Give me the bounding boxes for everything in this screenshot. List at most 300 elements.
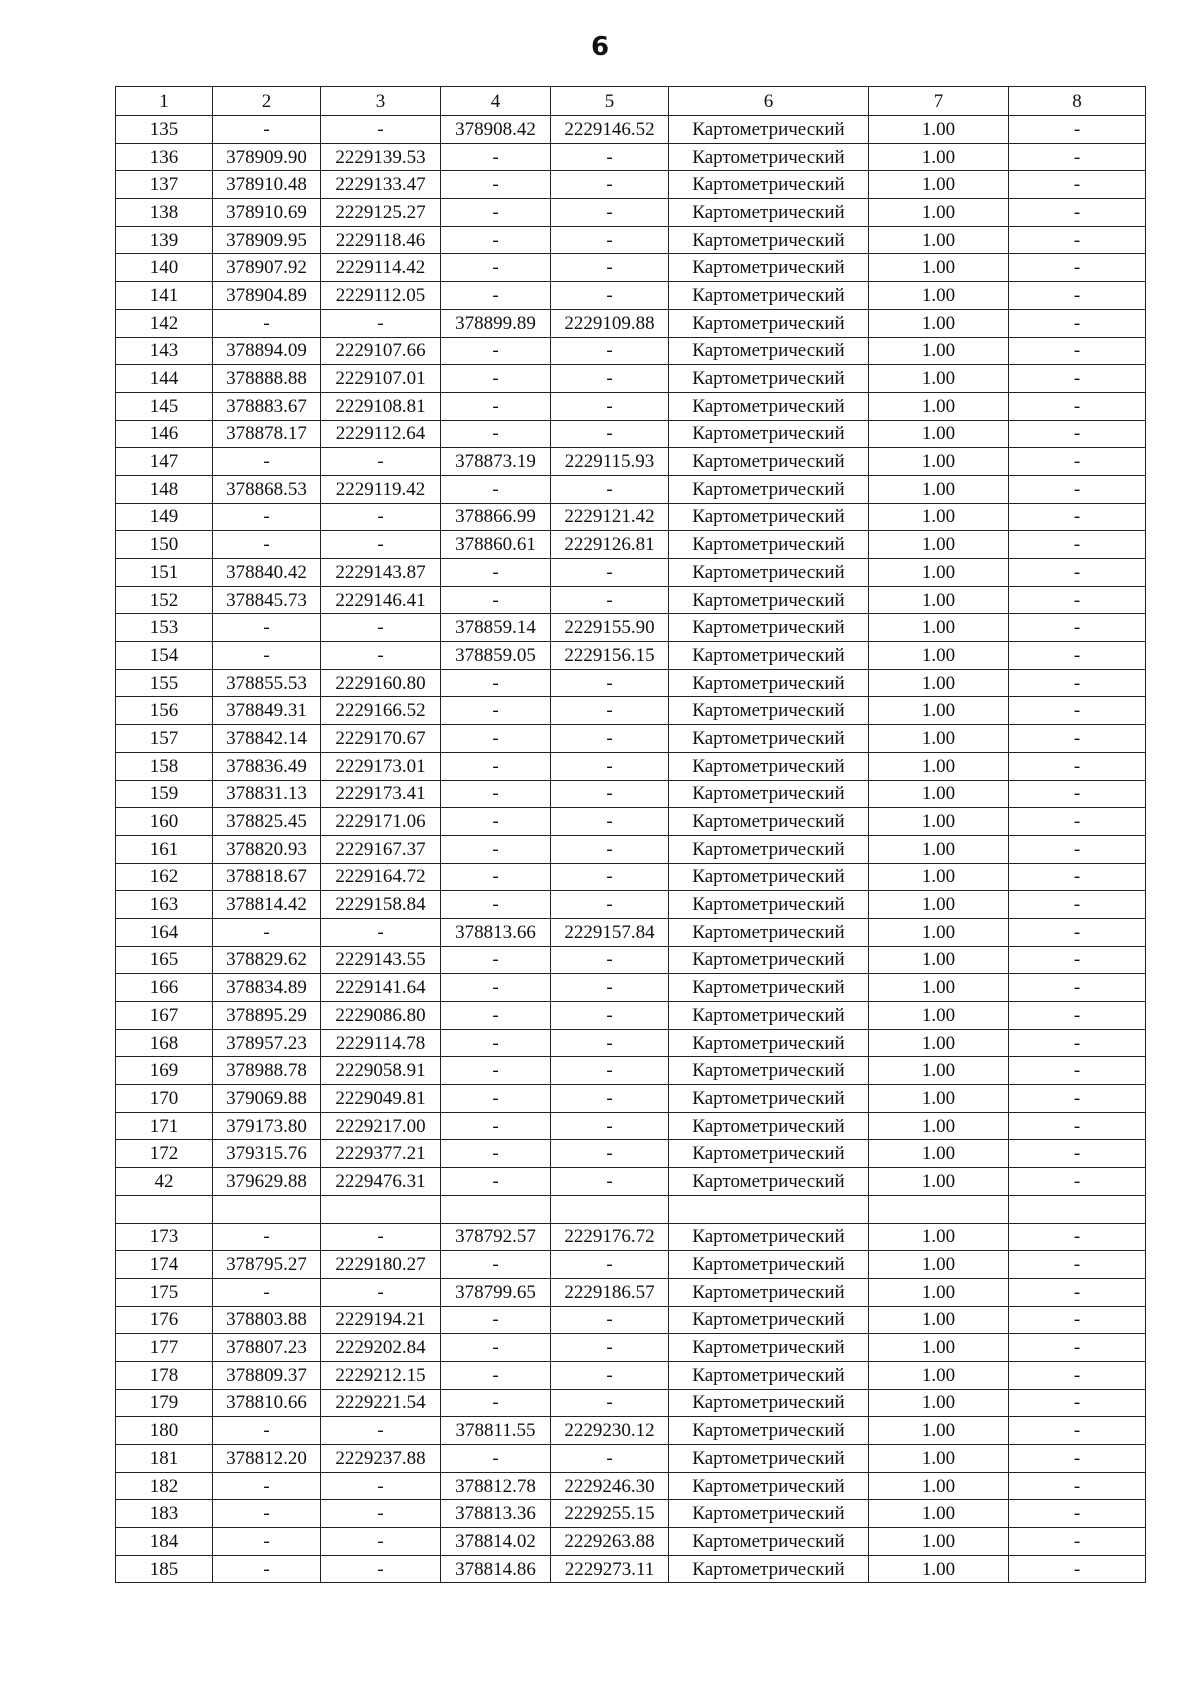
table-cell: 378873.19	[441, 448, 551, 476]
table-cell: 157	[116, 725, 213, 753]
table-cell: 378883.67	[213, 392, 321, 420]
table-cell: -	[1009, 1555, 1146, 1583]
table-row	[116, 559, 1146, 587]
table-row	[116, 392, 1146, 420]
table-cell: Картометрический	[669, 808, 869, 836]
table-cell: 379069.88	[213, 1085, 321, 1113]
table-cell: 153	[116, 614, 213, 642]
table-cell: 378868.53	[213, 475, 321, 503]
table-cell: -	[1009, 697, 1146, 725]
table-cell: -	[551, 808, 669, 836]
table-cell: 1.00	[869, 891, 1009, 919]
table-cell: -	[441, 1251, 551, 1279]
table-cell: -	[213, 918, 321, 946]
table-cell: 1.00	[869, 614, 1009, 642]
table-row	[116, 282, 1146, 310]
table-cell: 1.00	[869, 531, 1009, 559]
table-cell: 161	[116, 835, 213, 863]
table-cell: Картометрический	[669, 337, 869, 365]
table-cell: 378859.14	[441, 614, 551, 642]
table-cell: 1.00	[869, 475, 1009, 503]
table-cell: -	[213, 1278, 321, 1306]
table-cell: -	[441, 1445, 551, 1473]
table-row	[116, 1528, 1146, 1556]
table-cell: 147	[116, 448, 213, 476]
table-cell: -	[551, 1140, 669, 1168]
table-cell: -	[441, 254, 551, 282]
table-cell: 164	[116, 918, 213, 946]
table-cell: -	[441, 669, 551, 697]
table-cell: Картометрический	[669, 1389, 869, 1417]
table-cell: -	[1009, 1417, 1146, 1445]
table-cell: 1.00	[869, 337, 1009, 365]
table-cell: 1.00	[869, 1306, 1009, 1334]
table-cell: -	[1009, 1361, 1146, 1389]
table-cell: Картометрический	[669, 1417, 869, 1445]
table-cell: -	[1009, 503, 1146, 531]
table-cell: Картометрический	[669, 365, 869, 393]
table-cell: 174	[116, 1251, 213, 1279]
table-row	[116, 835, 1146, 863]
table-cell: Картометрический	[669, 1112, 869, 1140]
table-row	[116, 780, 1146, 808]
table-cell: 379629.88	[213, 1168, 321, 1196]
table-cell: Картометрический	[669, 254, 869, 282]
table-row	[116, 697, 1146, 725]
table-cell: Картометрический	[669, 1251, 869, 1279]
table-cell: -	[441, 891, 551, 919]
table-cell: Картометрический	[669, 1361, 869, 1389]
table-cell: -	[1009, 448, 1146, 476]
table-cell: 166	[116, 974, 213, 1002]
table-row	[116, 420, 1146, 448]
table-cell: -	[1009, 116, 1146, 144]
table-cell: 160	[116, 808, 213, 836]
table-cell: -	[551, 254, 669, 282]
table-cell: -	[1009, 974, 1146, 1002]
table-cell: 154	[116, 642, 213, 670]
table-cell: -	[551, 725, 669, 753]
table-cell: -	[551, 226, 669, 254]
table-cell: 1.00	[869, 752, 1009, 780]
table-cell: 379173.80	[213, 1112, 321, 1140]
table-cell: 2229237.88	[321, 1445, 441, 1473]
table-cell: 2229171.06	[321, 808, 441, 836]
table-cell: 2229133.47	[321, 171, 441, 199]
table-cell: 149	[116, 503, 213, 531]
table-cell: 2229126.81	[551, 531, 669, 559]
table-cell: -	[321, 503, 441, 531]
table-cell: -	[1009, 835, 1146, 863]
table-cell: -	[1009, 1389, 1146, 1417]
table-cell: 2229109.88	[551, 309, 669, 337]
table-cell: -	[551, 946, 669, 974]
table-cell: 1.00	[869, 1555, 1009, 1583]
table-cell: -	[1009, 1445, 1146, 1473]
table-cell: 141	[116, 282, 213, 310]
table-cell: -	[1009, 559, 1146, 587]
table-cell: Картометрический	[669, 199, 869, 227]
table-cell: 151	[116, 559, 213, 587]
table-cell: 2229170.67	[321, 725, 441, 753]
table-cell: 378910.69	[213, 199, 321, 227]
table-cell: -	[441, 1140, 551, 1168]
table-cell: 1.00	[869, 918, 1009, 946]
table-cell: 181	[116, 1445, 213, 1473]
table-cell: 1.00	[869, 392, 1009, 420]
table-cell: -	[441, 559, 551, 587]
table-cell: Картометрический	[669, 614, 869, 642]
table-cell: 2229167.37	[321, 835, 441, 863]
table-cell: 1.00	[869, 1140, 1009, 1168]
table-cell: 136	[116, 143, 213, 171]
table-cell: -	[1009, 475, 1146, 503]
table-cell: Картометрический	[669, 392, 869, 420]
table-cell: 378818.67	[213, 863, 321, 891]
table-row	[116, 1057, 1146, 1085]
table-cell: 378792.57	[441, 1223, 551, 1251]
table-cell: -	[441, 974, 551, 1002]
table-cell: 2229146.52	[551, 116, 669, 144]
column-header: 3	[321, 87, 441, 116]
table-cell: 378904.89	[213, 282, 321, 310]
table-row	[116, 1361, 1146, 1389]
table-cell: -	[441, 365, 551, 393]
table-cell: -	[441, 1361, 551, 1389]
table-cell: -	[551, 392, 669, 420]
table-row	[116, 918, 1146, 946]
table-cell: 1.00	[869, 143, 1009, 171]
table-row	[116, 614, 1146, 642]
table-cell	[669, 1195, 869, 1223]
table-cell: -	[441, 475, 551, 503]
table-row	[116, 254, 1146, 282]
table-cell: Картометрический	[669, 1306, 869, 1334]
table-cell: 378803.88	[213, 1306, 321, 1334]
table-cell: 2229119.42	[321, 475, 441, 503]
table-cell: -	[551, 365, 669, 393]
table-row	[116, 974, 1146, 1002]
table-cell: Картометрический	[669, 946, 869, 974]
table-cell: 1.00	[869, 199, 1009, 227]
table-cell: 1.00	[869, 309, 1009, 337]
table-cell: 168	[116, 1029, 213, 1057]
table-cell: 2229143.55	[321, 946, 441, 974]
table-cell: Картометрический	[669, 974, 869, 1002]
column-header: 7	[869, 87, 1009, 116]
table-cell: 165	[116, 946, 213, 974]
table-cell: 2229049.81	[321, 1085, 441, 1113]
table-cell: -	[441, 226, 551, 254]
table-cell: -	[441, 1334, 551, 1362]
table-cell: 378811.55	[441, 1417, 551, 1445]
table-cell: -	[1009, 143, 1146, 171]
table-cell: 1.00	[869, 1500, 1009, 1528]
table-cell: 2229114.42	[321, 254, 441, 282]
table-cell: -	[441, 392, 551, 420]
table-cell: 176	[116, 1306, 213, 1334]
table-cell: Картометрический	[669, 1472, 869, 1500]
table-cell: 378831.13	[213, 780, 321, 808]
table-cell: 172	[116, 1140, 213, 1168]
table-cell: 1.00	[869, 1417, 1009, 1445]
table-cell: 378810.66	[213, 1389, 321, 1417]
table-cell: -	[1009, 1002, 1146, 1030]
table-cell: -	[441, 1389, 551, 1417]
table-cell: Картометрический	[669, 1528, 869, 1556]
table-row	[116, 1195, 1146, 1223]
table-cell: Картометрический	[669, 642, 869, 670]
table-cell: -	[1009, 1278, 1146, 1306]
table-cell: 378812.20	[213, 1445, 321, 1473]
table-cell: 2229176.72	[551, 1223, 669, 1251]
table-cell: 150	[116, 531, 213, 559]
table-cell: 2229217.00	[321, 1112, 441, 1140]
table-cell: 159	[116, 780, 213, 808]
table-body	[116, 87, 1146, 1583]
table-cell: 378849.31	[213, 697, 321, 725]
table-cell: -	[1009, 1472, 1146, 1500]
table-cell: Картометрический	[669, 697, 869, 725]
table-cell: -	[1009, 1085, 1146, 1113]
table-cell: Картометрический	[669, 309, 869, 337]
table-row	[116, 669, 1146, 697]
table-cell: 378834.89	[213, 974, 321, 1002]
table-row	[116, 531, 1146, 559]
table-cell: -	[441, 143, 551, 171]
table-cell: 2229166.52	[321, 697, 441, 725]
table-cell: Картометрический	[669, 1029, 869, 1057]
table-cell: -	[1009, 891, 1146, 919]
table-cell: -	[551, 1168, 669, 1196]
table-cell: Картометрический	[669, 1057, 869, 1085]
table-cell: 2229194.21	[321, 1306, 441, 1334]
table-cell: -	[1009, 1334, 1146, 1362]
table-cell: -	[441, 946, 551, 974]
table-cell: -	[1009, 863, 1146, 891]
table-cell: -	[551, 1112, 669, 1140]
table-cell: 1.00	[869, 254, 1009, 282]
table-cell: -	[213, 1223, 321, 1251]
table-cell: 185	[116, 1555, 213, 1583]
table-cell: -	[1009, 254, 1146, 282]
table-cell: Картометрический	[669, 420, 869, 448]
table-cell: 167	[116, 1002, 213, 1030]
table-row	[116, 1223, 1146, 1251]
table-cell: -	[1009, 226, 1146, 254]
table-cell: Картометрический	[669, 116, 869, 144]
table-cell: 145	[116, 392, 213, 420]
table-cell: Картометрический	[669, 1002, 869, 1030]
table-cell: 1.00	[869, 669, 1009, 697]
table-row	[116, 1002, 1146, 1030]
table-cell: 2229173.41	[321, 780, 441, 808]
table-cell: Картометрический	[669, 475, 869, 503]
table-cell: 135	[116, 116, 213, 144]
table-row	[116, 199, 1146, 227]
table-cell: 1.00	[869, 974, 1009, 1002]
table-cell: 155	[116, 669, 213, 697]
table-cell: 144	[116, 365, 213, 393]
table-cell: 378859.05	[441, 642, 551, 670]
table-row	[116, 475, 1146, 503]
table-cell: 2229107.66	[321, 337, 441, 365]
table-cell: 183	[116, 1500, 213, 1528]
table-cell: -	[321, 1555, 441, 1583]
table-row	[116, 1334, 1146, 1362]
table-cell: -	[551, 835, 669, 863]
table-cell: 1.00	[869, 946, 1009, 974]
table-cell: -	[551, 1002, 669, 1030]
table-cell: 1.00	[869, 697, 1009, 725]
table-cell: 378855.53	[213, 669, 321, 697]
table-cell: -	[551, 974, 669, 1002]
table-cell: -	[321, 1223, 441, 1251]
table-cell: 378894.09	[213, 337, 321, 365]
table-cell: -	[441, 1112, 551, 1140]
table-cell: 140	[116, 254, 213, 282]
table-cell: -	[551, 1251, 669, 1279]
table-cell: 2229121.42	[551, 503, 669, 531]
table-cell: -	[551, 891, 669, 919]
table-cell: -	[551, 863, 669, 891]
table-row	[116, 337, 1146, 365]
table-cell: Картометрический	[669, 143, 869, 171]
table-cell: 2229141.64	[321, 974, 441, 1002]
table-cell: 1.00	[869, 1334, 1009, 1362]
table-cell: 163	[116, 891, 213, 919]
table-cell: 2229173.01	[321, 752, 441, 780]
table-cell: 378910.48	[213, 171, 321, 199]
table-cell: 378836.49	[213, 752, 321, 780]
table-row	[116, 226, 1146, 254]
table-row	[116, 1445, 1146, 1473]
table-cell: 378814.86	[441, 1555, 551, 1583]
table-cell: Картометрический	[669, 282, 869, 310]
table-cell: 1.00	[869, 226, 1009, 254]
table-cell: 180	[116, 1417, 213, 1445]
table-cell: 42	[116, 1168, 213, 1196]
table-cell: 158	[116, 752, 213, 780]
table-cell: -	[213, 614, 321, 642]
table-cell: 378907.92	[213, 254, 321, 282]
table-cell: 146	[116, 420, 213, 448]
table-cell: -	[441, 863, 551, 891]
table-cell: -	[1009, 365, 1146, 393]
table-cell	[441, 1195, 551, 1223]
table-cell: Картометрический	[669, 171, 869, 199]
table-cell: 1.00	[869, 171, 1009, 199]
coordinates-table	[115, 86, 1146, 1583]
table-cell: 378878.17	[213, 420, 321, 448]
table-cell: 1.00	[869, 808, 1009, 836]
table-row	[116, 1389, 1146, 1417]
table-cell: 1.00	[869, 1389, 1009, 1417]
table-cell: 1.00	[869, 503, 1009, 531]
table-cell: -	[1009, 780, 1146, 808]
table-cell: 170	[116, 1085, 213, 1113]
table-cell: 162	[116, 863, 213, 891]
table-cell: 2229112.64	[321, 420, 441, 448]
table-cell: 148	[116, 475, 213, 503]
column-header: 2	[213, 87, 321, 116]
table-cell: 184	[116, 1528, 213, 1556]
table-cell: 137	[116, 171, 213, 199]
table-cell: 2229377.21	[321, 1140, 441, 1168]
table-cell: -	[551, 780, 669, 808]
table-cell: -	[551, 143, 669, 171]
table-cell: 152	[116, 586, 213, 614]
table-cell: -	[1009, 199, 1146, 227]
table-row	[116, 116, 1146, 144]
table-cell: -	[1009, 642, 1146, 670]
table-row	[116, 1417, 1146, 1445]
table-cell: 378813.66	[441, 918, 551, 946]
table-cell: -	[1009, 1306, 1146, 1334]
table-cell: 2229139.53	[321, 143, 441, 171]
table-cell: 2229058.91	[321, 1057, 441, 1085]
table-cell: 1.00	[869, 1223, 1009, 1251]
table-cell: -	[1009, 282, 1146, 310]
table-cell: 182	[116, 1472, 213, 1500]
table-cell: 378807.23	[213, 1334, 321, 1362]
table-cell: Картометрический	[669, 1555, 869, 1583]
table-cell: Картометрический	[669, 1085, 869, 1113]
table-cell: -	[1009, 1528, 1146, 1556]
table-cell: -	[213, 309, 321, 337]
table-cell: -	[441, 725, 551, 753]
table-cell: 2229143.87	[321, 559, 441, 587]
table-cell: -	[213, 1417, 321, 1445]
table-cell: Картометрический	[669, 835, 869, 863]
table-cell: -	[213, 1528, 321, 1556]
table-cell: 378888.88	[213, 365, 321, 393]
table-cell: 2229255.15	[551, 1500, 669, 1528]
table-cell: -	[213, 1472, 321, 1500]
table-cell: Картометрический	[669, 503, 869, 531]
table-cell: -	[321, 531, 441, 559]
table-cell: 1.00	[869, 559, 1009, 587]
table-cell: 138	[116, 199, 213, 227]
table-row	[116, 1251, 1146, 1279]
table-cell: -	[1009, 392, 1146, 420]
table-cell: -	[213, 448, 321, 476]
table-cell: -	[213, 503, 321, 531]
table-cell	[869, 1195, 1009, 1223]
table-cell: Картометрический	[669, 891, 869, 919]
table-cell: Картометрический	[669, 1140, 869, 1168]
table-cell: Картометрический	[669, 531, 869, 559]
table-cell: Картометрический	[669, 1168, 869, 1196]
table-cell: -	[1009, 1223, 1146, 1251]
table-cell: 139	[116, 226, 213, 254]
table-cell: 2229158.84	[321, 891, 441, 919]
table-cell: -	[1009, 1140, 1146, 1168]
table-cell: -	[441, 171, 551, 199]
table-cell: 2229202.84	[321, 1334, 441, 1362]
table-row	[116, 309, 1146, 337]
table-cell: 169	[116, 1057, 213, 1085]
table-cell: -	[321, 918, 441, 946]
table-cell: -	[441, 337, 551, 365]
table-cell: 1.00	[869, 1445, 1009, 1473]
table-cell: 2229221.54	[321, 1389, 441, 1417]
table-cell: -	[1009, 171, 1146, 199]
table-cell: -	[1009, 946, 1146, 974]
table-cell: -	[1009, 808, 1146, 836]
table-row	[116, 891, 1146, 919]
table-cell: -	[1009, 1168, 1146, 1196]
